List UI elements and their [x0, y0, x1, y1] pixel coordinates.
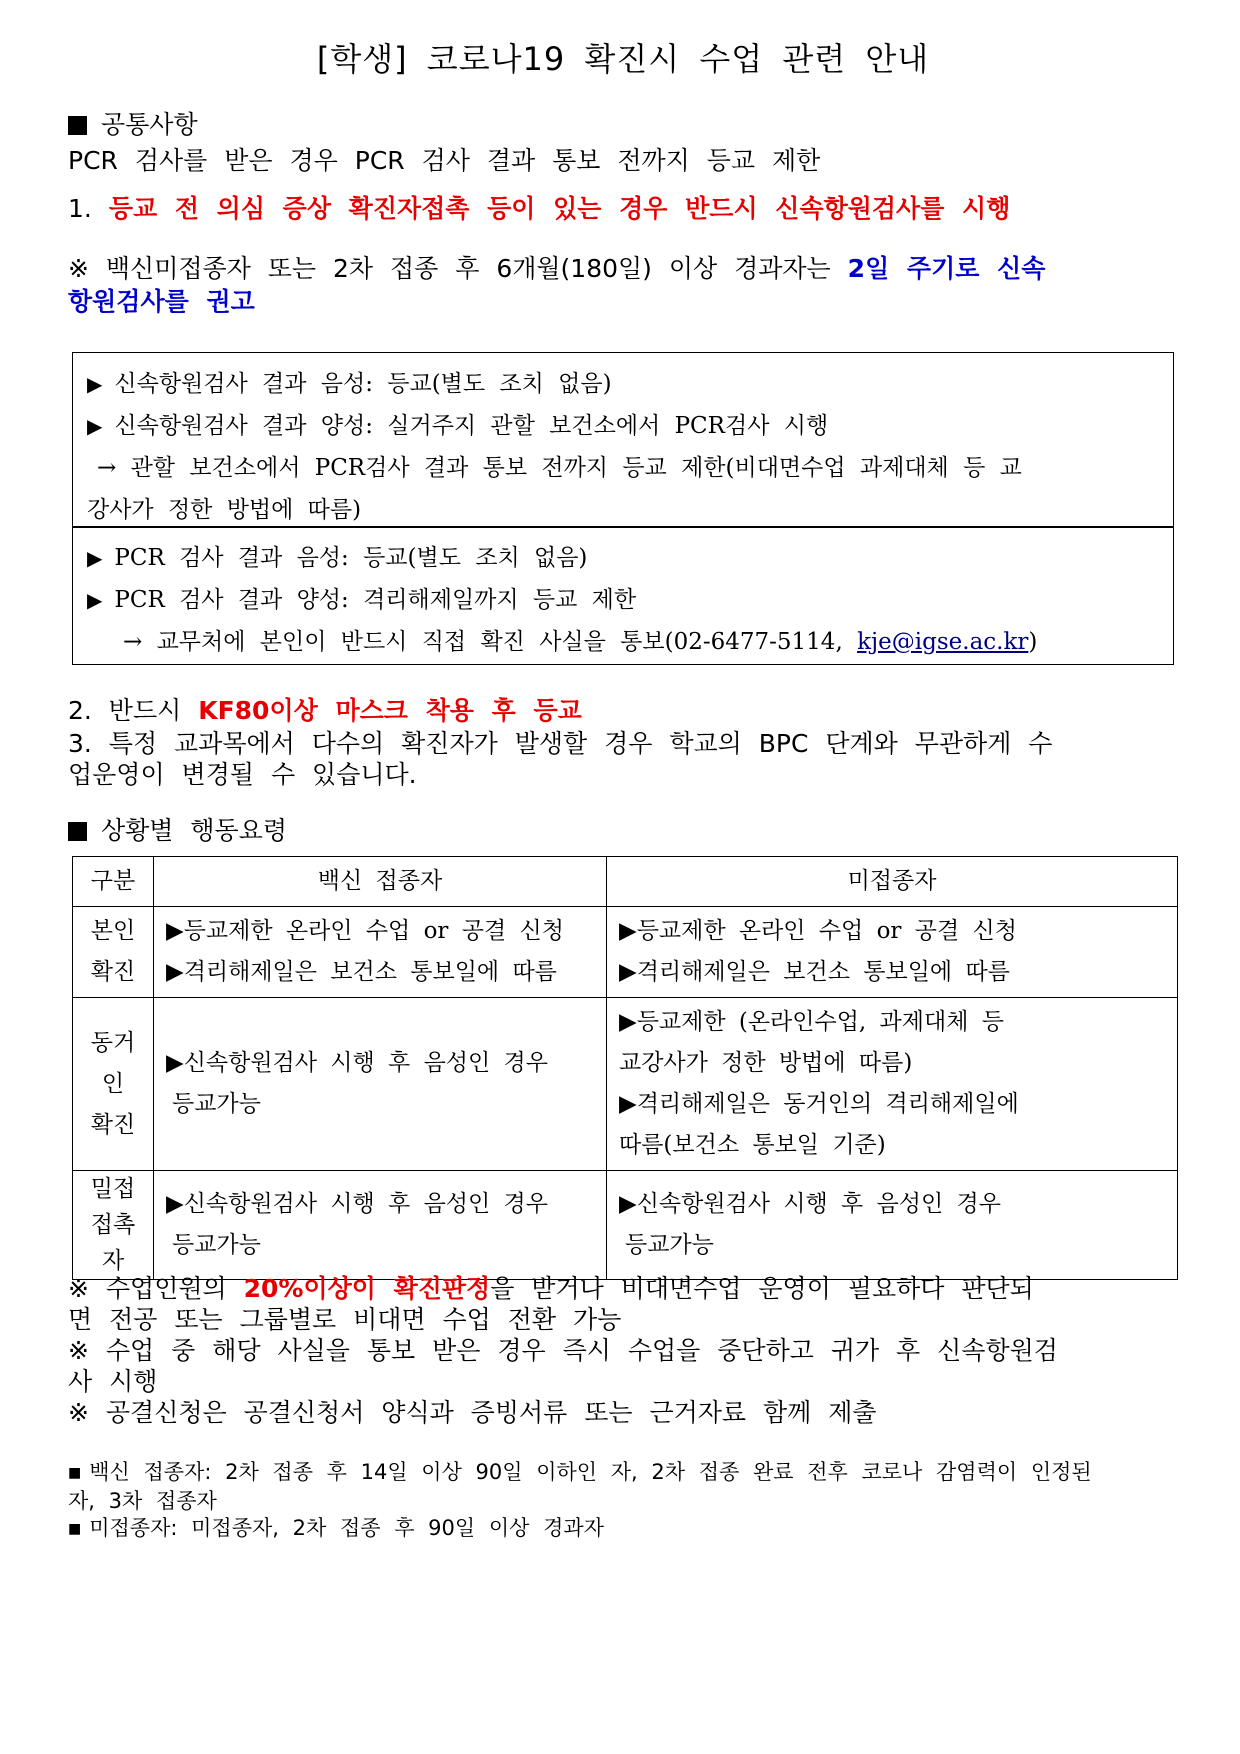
- common-heading: 공통사항: [68, 108, 1178, 142]
- note-absence-request: ※ 공결신청은 공결신청서 양식과 증빙서류 또는 근거자료 함께 제출: [68, 1398, 877, 1427]
- item-3-line1: 3. 특정 교과목에서 다수의 확진자가 발생할 경우 학교의 BPC 단계와 무관하게 수: [68, 729, 1053, 758]
- small-square-icon: ■: [68, 1521, 82, 1537]
- note-20-percent: ※ 수업인원의 20%이상이 확진판정을 받거나 비대면수업 운영이 필요하다 판단되: [68, 1274, 1034, 1303]
- item-3-line2: 업운영이 변경될 수 있습니다.: [68, 760, 417, 789]
- pcr-note: PCR 검사를 받은 경우 PCR 검사 결과 통보 전까지 등교 제한: [68, 146, 821, 175]
- rapid-test-box: ▶ 신속항원검사 결과 음성: 등교(별도 조치 없음) ▶ 신속항원검사 결과 양성: 실거주지 관할 보건소에서 PCR검사 시행 → 관할 보건소에서 PCR검사 결과 통보 전까지 등교 제한(비대면수업 과제대체 등 교 강사가 정한 방법에 따름): [72, 352, 1174, 528]
- footnote-vaccinated: ■ 백신 접종자: 2차 접종 후 14일 이상 90일 이하인 자, 2차 접종 완료 전후 코로나 감염력이 인정된 자, 3차 접종자: [68, 1460, 1092, 1513]
- table-row: 본인 확진 ▶등교제한 온라인 수업 or 공결 신청 ▶격리해제일은 보건소 통보일에 따름 ▶등교제한 온라인 수업 or 공결 신청 ▶격리해제일은 보건소 통보일에 따름: [73, 907, 1178, 998]
- small-square-icon: ■: [68, 1465, 82, 1481]
- table-row: 밀접 접촉 자 ▶신속항원검사 시행 후 음성인 경우 등교가능 ▶신속항원검사 시행 후 음성인 경우 등교가능: [73, 1171, 1178, 1280]
- pcr-test-box: ▶ PCR 검사 결과 음성: 등교(별도 조치 없음) ▶ PCR 검사 결과 양성: 격리해제일까지 등교 제한 → 교무처에 본인이 반드시 직접 확진 사실을 통보(02-6477-5114, kje@igse.ac.kr): [72, 526, 1174, 665]
- black-square-icon: [68, 116, 87, 135]
- play-triangle-icon: ▶: [87, 414, 103, 438]
- contact-email-link[interactable]: kje@igse.ac.kr: [857, 629, 1029, 655]
- note-unvaccinated: ※ 백신미접종자 또는 2차 접종 후 6개월(180일) 이상 경과자는 2일 주기로 신속: [68, 254, 1046, 283]
- black-square-icon: [68, 822, 87, 841]
- page-title: [학생] 코로나19 확진시 수업 관련 안내: [316, 40, 930, 78]
- play-triangle-icon: ▶: [87, 546, 103, 570]
- note-unvaccinated-cont: 항원검사를 권고: [68, 287, 255, 316]
- note-during-class: ※ 수업 중 해당 사실을 통보 받은 경우 즉시 수업을 중단하고 귀가 후 신속항원검: [68, 1336, 1058, 1365]
- action-table: [72, 856, 1178, 1280]
- note-during-class-cont: 사 시행: [68, 1367, 158, 1396]
- action-heading: 상황별 행동요령: [68, 814, 1178, 848]
- note-20-percent-cont: 면 전공 또는 그룹별로 비대면 수업 전환 가능: [68, 1305, 622, 1334]
- item-2: 2. 반드시 KF80이상 마스크 착용 후 등교: [68, 696, 582, 725]
- footnote-unvaccinated: ■ 미접종자: 미접종자, 2차 접종 후 90일 이상 경과자: [68, 1516, 604, 1540]
- table-row: 동거 인 확진 ▶신속항원검사 시행 후 음성인 경우 등교가능 ▶등교제한 (온라인수업, 과제대체 등 교강사가 정한 방법에 따름) ▶격리해제일은 동거인의 격리해제일에 따름(보건소 통보일 기준): [73, 998, 1178, 1171]
- item-1: 1. 등교 전 의심 증상 확진자접촉 등이 있는 경우 반드시 신속항원검사를 시행: [68, 194, 1011, 223]
- table-header-row: 구분 백신 접종자 미접종자: [73, 857, 1178, 907]
- play-triangle-icon: ▶: [87, 372, 103, 396]
- play-triangle-icon: ▶: [87, 588, 103, 612]
